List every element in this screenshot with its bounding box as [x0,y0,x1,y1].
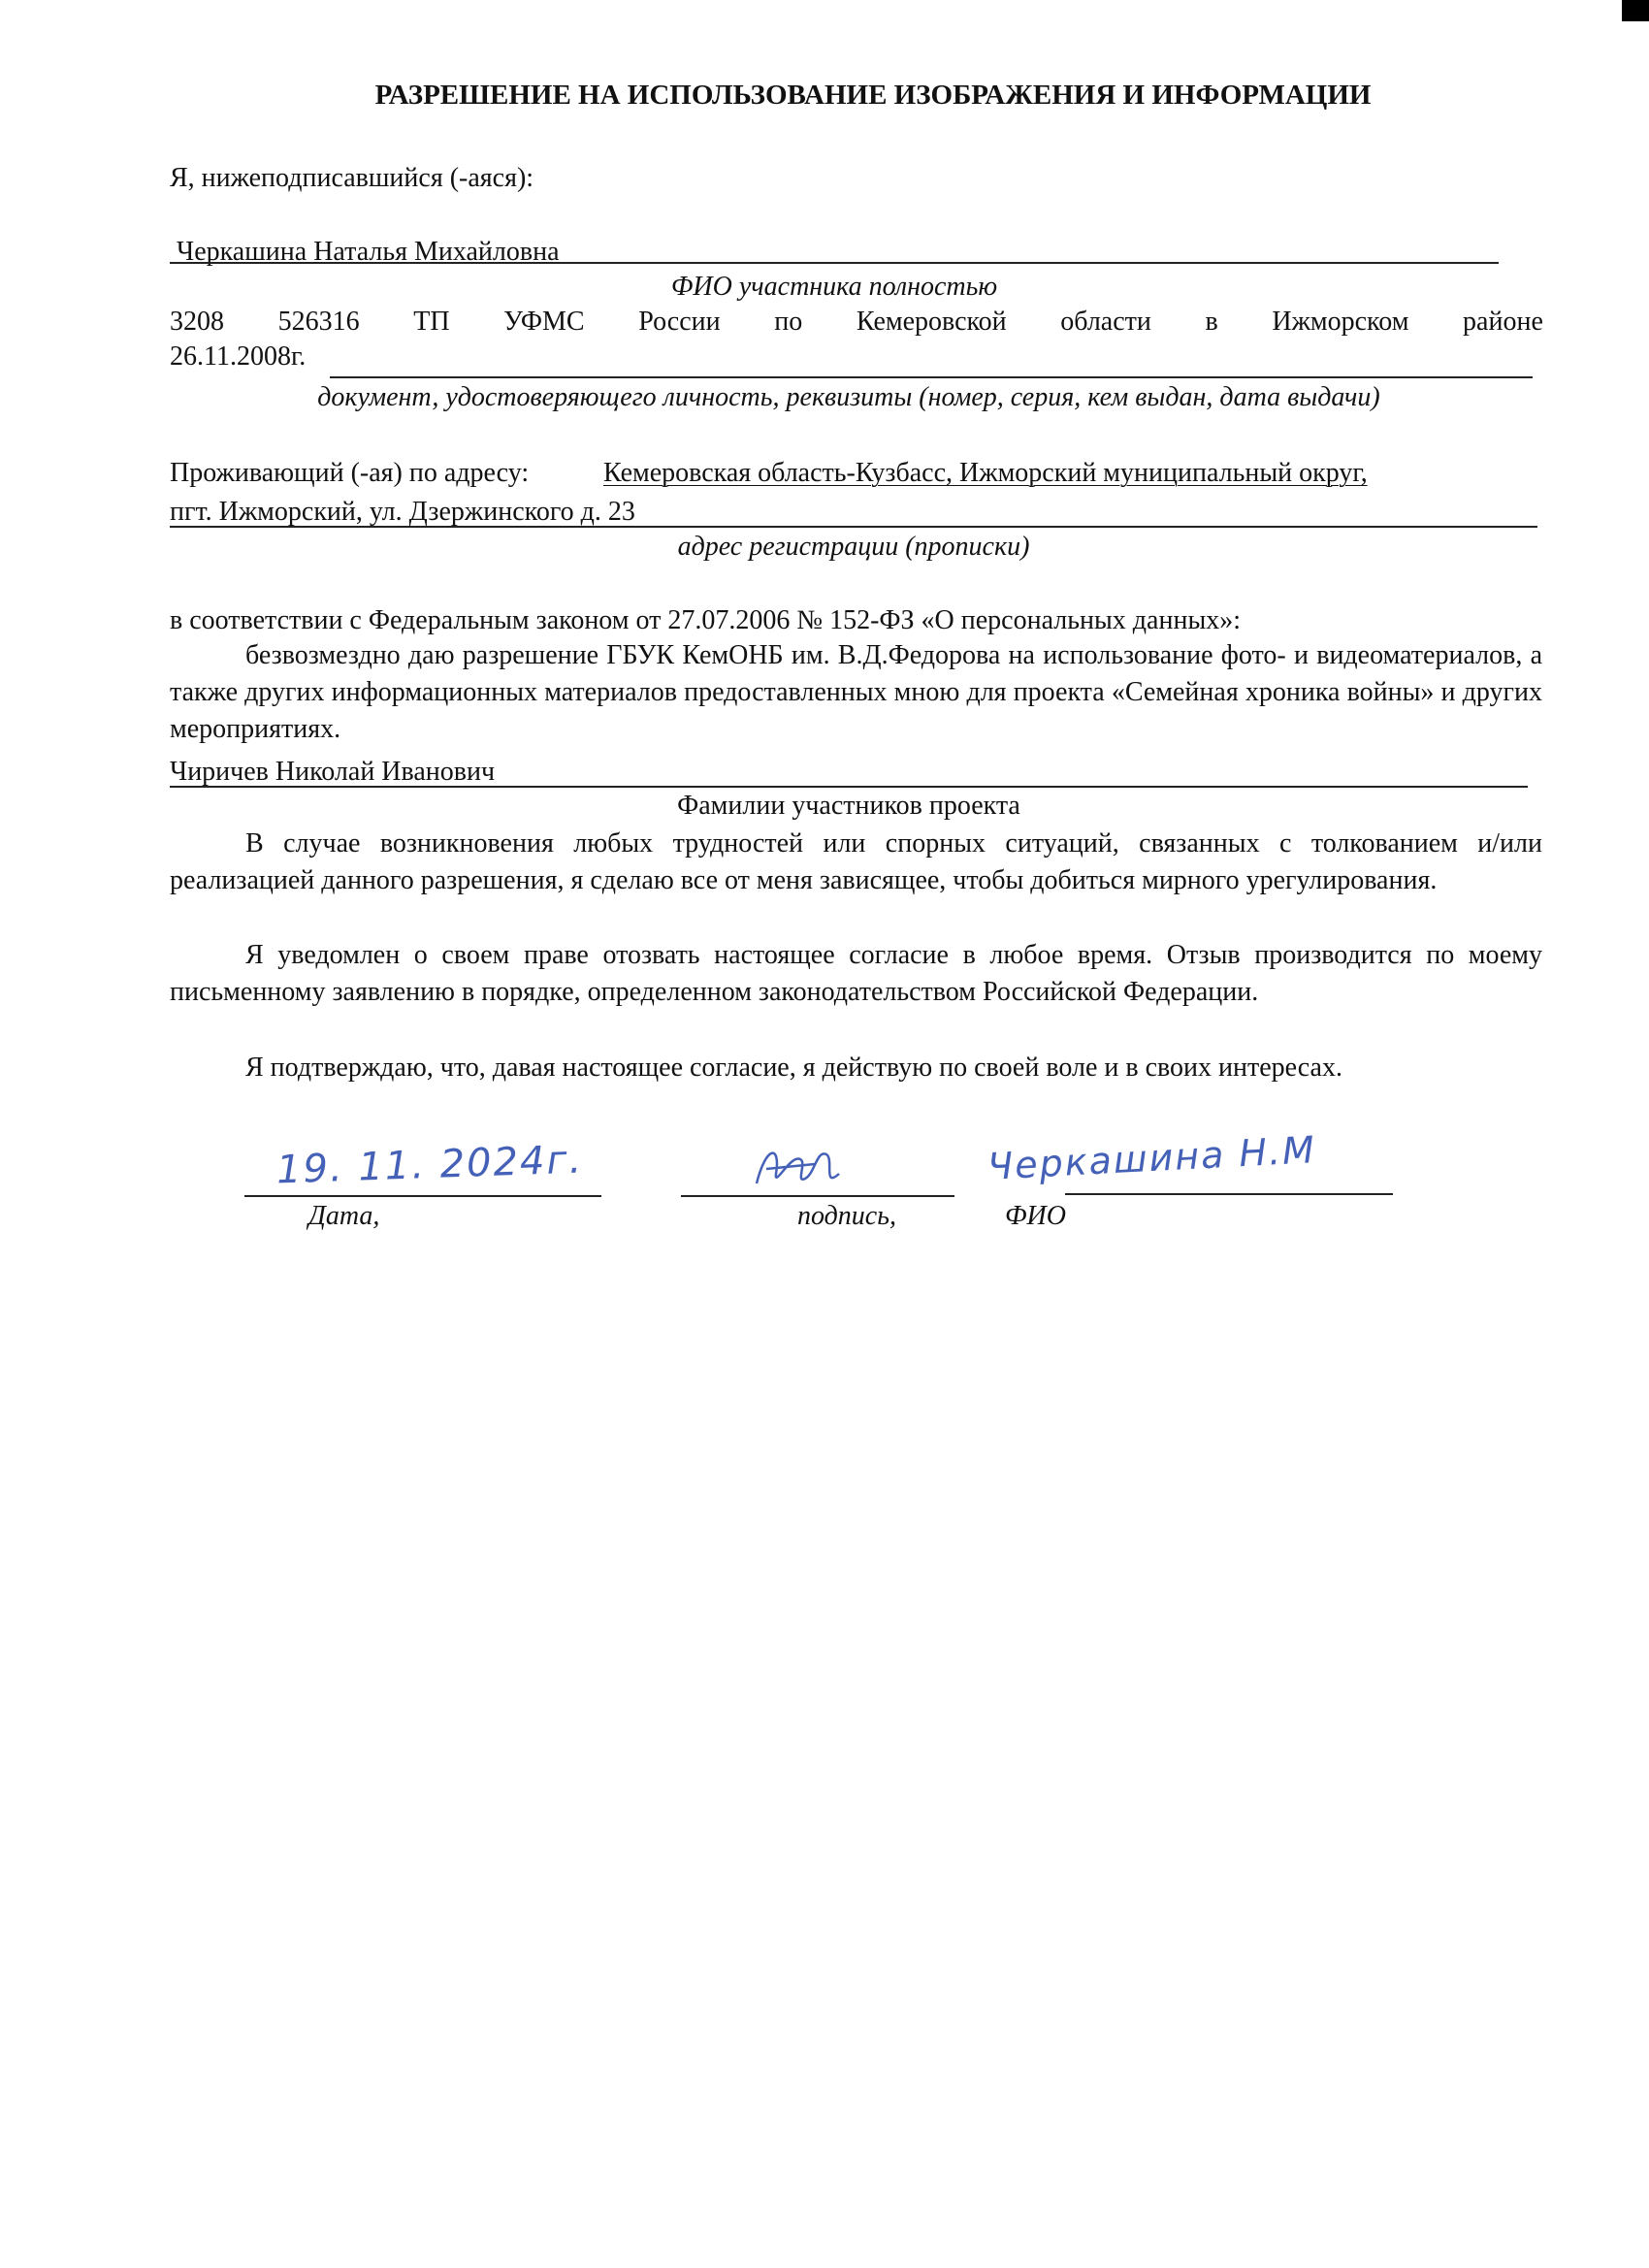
signature-label: подпись, [797,1201,896,1231]
document-word: Кемеровской [856,307,1007,337]
project-participant-line [170,786,1528,788]
document-word: Ижморском [1272,307,1409,337]
document-word: России [638,307,721,337]
document-title: РАЗРЕШЕНИЕ НА ИСПОЛЬЗОВАНИЕ ИЗОБРАЖЕНИЯ И ИНФОРМАЦИИ [374,80,1372,111]
signature-mark [747,1135,863,1203]
document-line-underline [330,376,1533,378]
document-issue-date: 26.11.2008г. [170,341,307,372]
fio-label: ФИО [1005,1201,1066,1231]
participant-name: Черкашина Наталья Михайловна [177,237,560,267]
clause-confirmation: Я подтверждаю, что, давая настоящее согласие, я действую по своей воле и в своих интересах. [245,1053,1342,1083]
clause-disputes: В случае возникновения любых трудностей или спорных ситуаций, связанных с толкованием и/или реализацией данного разрешения, я сделаю все от меня зависящее, чтобы добиться мирного урегулирования. [170,828,1542,895]
participant-caption: ФИО участника полностью [670,272,998,302]
document-word: районе [1463,307,1543,337]
project-participant-name: Чиричев Николай Иванович [170,757,496,787]
intro-text: Я, нижеподписавшийся (-аяся): [170,163,534,193]
project-participant-caption: Фамилии участников проекта [677,791,1020,821]
date-label: Дата, [308,1201,380,1231]
document-word: по [774,307,803,337]
date-line [244,1195,601,1197]
document-word: 3208 [170,307,224,337]
participant-name-line [170,262,1499,264]
handwritten-date: 19. 11. 2024г. [275,1137,584,1193]
handwritten-fio: Черкашина Н.М [986,1128,1317,1188]
document-word: области [1060,307,1151,337]
document-word: в [1205,307,1218,337]
document-word: УФМС [503,307,585,337]
address-line-1: Кемеровская область-Кузбасс, Ижморский муниципальный округ, [603,458,1368,488]
address-underline [170,526,1537,528]
signature-line [681,1195,954,1197]
address-caption: адрес регистрации (прописки) [677,532,1030,562]
document-details-line [170,305,1543,340]
document-word: 526316 [277,307,360,337]
fio-line [1065,1193,1393,1195]
document-word: ТП [413,307,450,337]
address-line-2: пгт. Ижморский, ул. Дзержинского д. 23 [170,497,635,527]
permission-paragraph: безвозмездно даю разрешение ГБУК КемОНБ им. В.Д.Федорова на использование фото- и видеоматериалов, а также других информационных материалов предоставленных мною для проекта «Семейная хроника войны» и других мероприятиях. [170,640,1542,744]
law-reference: в соответствии с Федеральным законом от 27.07.2006 № 152-ФЗ «О персональных данных»: [170,605,1242,635]
document-caption: документ, удостоверяющего личность, реквизиты (номер, серия, кем выдан, дата выдачи) [317,382,1380,412]
clause-revocation: Я уведомлен о своем праве отозвать настоящее согласие в любое время. Отзыв производится по моему письменному заявлению в порядке, определенном законодательством Российской Федерации. [170,940,1542,1007]
scan-edge-mark [1622,0,1649,21]
address-label: Проживающий (-ая) по адресу: [170,458,530,488]
